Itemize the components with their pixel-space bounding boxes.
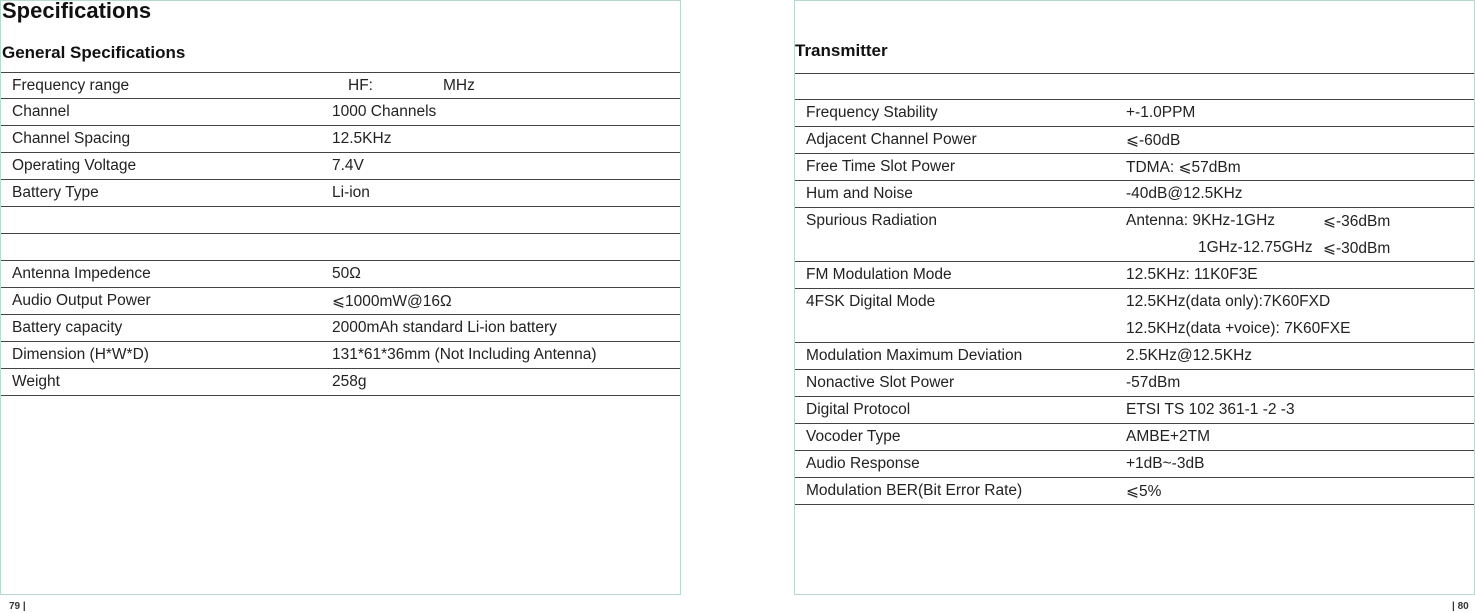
spec-value: 7.4V: [332, 157, 364, 174]
spec-row: [795, 127, 1474, 154]
page-number: 79: [9, 601, 21, 612]
page-title: Specifications: [2, 0, 152, 23]
spec-label: Dimension (H*W*D): [12, 346, 149, 363]
spec-label: Operating Voltage: [12, 157, 137, 174]
spec-value: 12.5KHz: 11K0F3E: [1126, 266, 1258, 283]
spec-value: -57dBm: [1126, 374, 1181, 391]
spec-row: [1, 315, 680, 342]
spec-row: [1, 369, 680, 396]
spec-value: +-1.0PPM: [1126, 104, 1196, 121]
spec-value: 12.5KHz(data only):7K60FXD: [1126, 293, 1331, 310]
spec-label: Channel: [12, 103, 70, 120]
spec-value: 258g: [332, 373, 367, 390]
spec-row: [1, 261, 680, 288]
spec-value: ⩽1000mW@16Ω: [332, 293, 452, 310]
spec-row: [1, 153, 680, 180]
empty-row: [1, 207, 680, 234]
spec-value: 1000 Channels: [332, 103, 437, 120]
spec-label: Frequency Stability: [806, 104, 938, 121]
spec-value: 131*61*36mm (Not Including Antenna): [332, 346, 597, 363]
spec-label: Vocoder Type: [806, 428, 901, 445]
spec-label: Audio Response: [806, 455, 920, 472]
spec-value-limit: ⩽-36dBm: [1323, 213, 1391, 230]
spec-label: Weight: [12, 373, 60, 390]
spec-label: Free Time Slot Power: [806, 158, 956, 175]
spec-label: Channel Spacing: [12, 130, 131, 147]
spec-label: Spurious Radiation: [806, 212, 937, 229]
spec-value: -40dB@12.5KHz: [1126, 185, 1243, 202]
spec-row: [1, 180, 680, 207]
spec-row: [1, 126, 680, 153]
spec-label: Audio Output Power: [12, 292, 151, 309]
spec-row: [795, 424, 1474, 451]
spec-label: Adjacent Channel Power: [806, 131, 977, 148]
spec-value: +1dB~-3dB: [1126, 455, 1205, 472]
empty-row: [795, 73, 1474, 100]
spec-row: [1, 99, 680, 126]
spec-label: Frequency range: [12, 77, 130, 94]
spec-value: Li-ion: [332, 184, 370, 201]
spec-row: [795, 451, 1474, 478]
spec-value: 2.5KHz@12.5KHz: [1126, 347, 1253, 364]
spec-value: AMBE+2TM: [1126, 428, 1210, 445]
spec-label: FM Modulation Mode: [806, 266, 952, 283]
spec-value: ⩽5%: [1126, 483, 1162, 500]
spec-row: [795, 100, 1474, 127]
spec-row: [795, 478, 1474, 505]
section-title-general: General Specifications: [2, 43, 186, 62]
general-spec-table: [1, 72, 680, 396]
spec-label: Battery Type: [12, 184, 99, 201]
spec-row: [1, 72, 680, 99]
left-page: [0, 0, 681, 595]
spec-value: ETSI TS 102 361-1 -2 -3: [1126, 401, 1295, 418]
spec-label: 4FSK Digital Mode: [806, 293, 936, 310]
spec-value: 12.5KHz: [332, 130, 392, 147]
spec-value: Antenna: 9KHz-1GHz: [1126, 212, 1276, 229]
spec-row: [795, 289, 1474, 343]
page-number: 80: [1457, 601, 1469, 612]
spec-label: Antenna Impedence: [12, 265, 151, 282]
spec-label: Battery capacity: [12, 319, 123, 336]
empty-row: [1, 234, 680, 261]
spec-label: Modulation Maximum Deviation: [806, 347, 1023, 364]
spec-row: [795, 208, 1474, 262]
section-title-transmitter: Transmitter: [795, 41, 888, 60]
spec-row: [795, 397, 1474, 424]
spec-row: [795, 343, 1474, 370]
spec-row: [795, 370, 1474, 397]
spec-label: Nonactive Slot Power: [806, 374, 955, 391]
spec-label: Digital Protocol: [806, 401, 911, 418]
spec-value: HF:: [348, 77, 373, 94]
page-number-left: 79 |: [9, 601, 26, 612]
spec-row: [1, 342, 680, 369]
spec-row: [795, 262, 1474, 289]
spec-value: 50Ω: [332, 265, 361, 282]
page-number-right: | 80: [1452, 601, 1469, 612]
transmitter-spec-table: [795, 73, 1474, 505]
spec-value-line2: 12.5KHz(data +voice): 7K60FXE: [1126, 320, 1351, 337]
spec-value: ⩽-60dB: [1126, 132, 1181, 149]
spec-value: 2000mAh standard Li-ion battery: [332, 319, 557, 336]
spec-row: [795, 181, 1474, 208]
spec-row: [795, 154, 1474, 181]
spec-value-unit: MHz: [443, 77, 475, 94]
spec-value: TDMA: ⩽57dBm: [1126, 159, 1241, 176]
right-page: [794, 0, 1475, 595]
spec-label: Modulation BER(Bit Error Rate): [806, 482, 1023, 499]
spec-value-line2: 1GHz-12.75GHz: [1198, 239, 1313, 256]
spec-row: [1, 288, 680, 315]
spec-label: Hum and Noise: [806, 185, 913, 202]
spec-value-limit-line2: ⩽-30dBm: [1323, 240, 1391, 257]
